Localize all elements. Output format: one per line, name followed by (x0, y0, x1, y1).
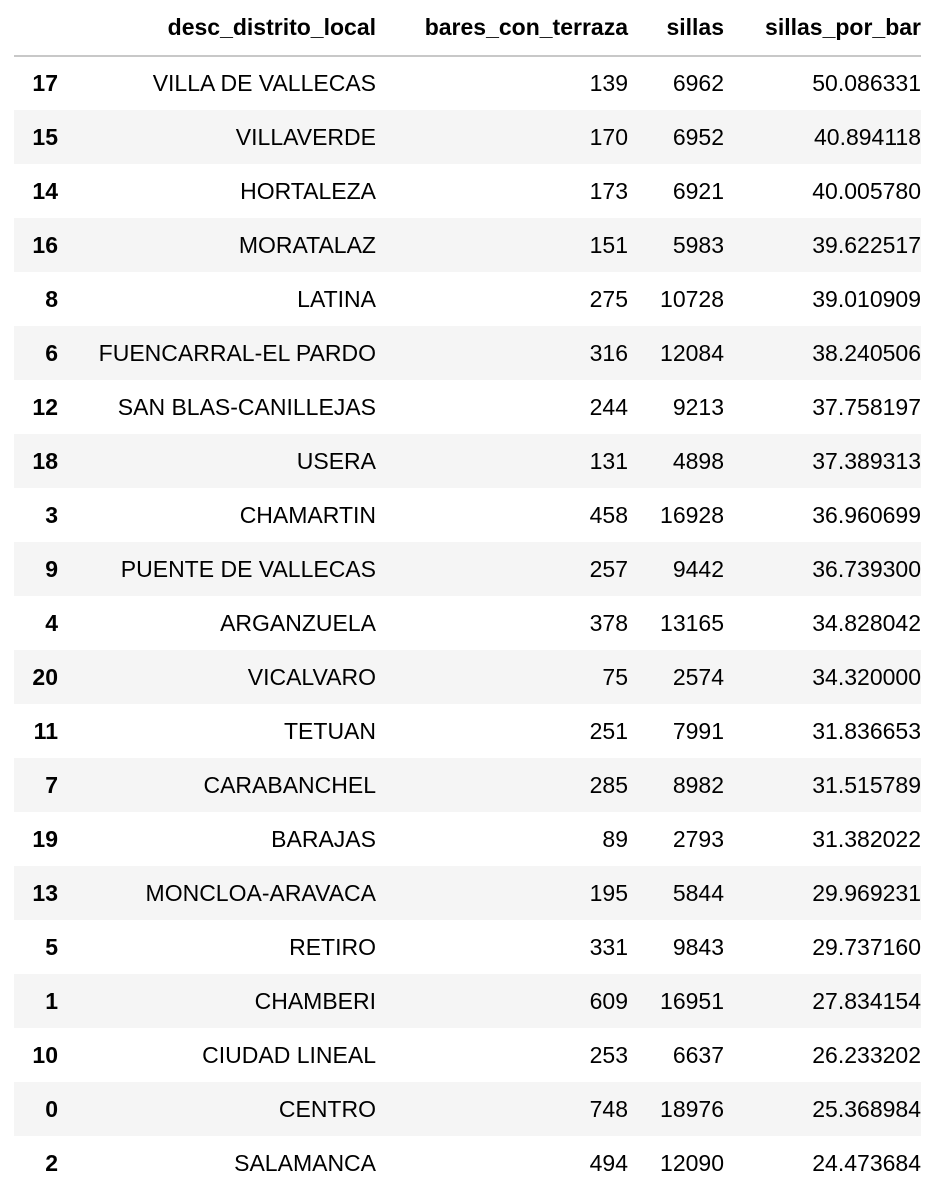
row-index: 14 (32, 177, 58, 204)
cell-bares-con-terraza: 151 (589, 231, 628, 258)
row-index: 18 (32, 447, 58, 474)
row-index: 8 (45, 285, 58, 312)
cell-sillas: 6962 (672, 70, 724, 96)
row-index: 20 (32, 663, 58, 690)
column-header-bares-con-terraza: bares_con_terraza (376, 0, 628, 56)
cell-sillas-por-bar: 39.010909 (812, 285, 921, 312)
cell-bares-con-terraza: 251 (589, 717, 628, 744)
cell-bares-con-terraza: 131 (589, 447, 628, 474)
cell-desc-distrito-local: BARAJAS (271, 825, 376, 852)
row-index: 6 (45, 339, 58, 366)
cell-bares-con-terraza: 748 (589, 1095, 628, 1122)
cell-desc-distrito-local: TETUAN (284, 717, 376, 744)
cell-sillas: 9843 (672, 933, 724, 960)
table-row (14, 272, 921, 326)
cell-bares-con-terraza: 195 (589, 879, 628, 906)
cell-sillas: 13165 (660, 609, 724, 636)
cell-bares-con-terraza: 494 (589, 1149, 628, 1176)
cell-sillas: 12090 (660, 1149, 724, 1176)
table-row (14, 434, 921, 488)
cell-sillas-por-bar: 38.240506 (812, 339, 921, 366)
cell-sillas-por-bar: 34.320000 (812, 663, 921, 690)
cell-sillas: 16928 (660, 501, 724, 528)
table-row (14, 920, 921, 974)
cell-sillas: 6921 (672, 177, 724, 204)
cell-sillas-por-bar: 39.622517 (812, 231, 921, 258)
cell-sillas-por-bar: 31.515789 (812, 771, 921, 798)
cell-bares-con-terraza: 139 (589, 70, 628, 96)
cell-sillas-por-bar: 36.960699 (812, 501, 921, 528)
table-row (14, 758, 921, 812)
cell-bares-con-terraza: 89 (602, 825, 628, 852)
cell-sillas: 6637 (672, 1041, 724, 1068)
cell-sillas-por-bar: 29.737160 (812, 933, 921, 960)
table-row (14, 164, 921, 218)
row-index: 1 (45, 987, 58, 1014)
cell-sillas-por-bar: 29.969231 (812, 879, 921, 906)
cell-bares-con-terraza: 609 (589, 987, 628, 1014)
cell-sillas: 9442 (672, 555, 724, 582)
table-row (14, 326, 921, 380)
row-index: 17 (32, 70, 58, 96)
cell-bares-con-terraza: 331 (589, 933, 628, 960)
cell-desc-distrito-local: VILLAVERDE (235, 123, 376, 150)
cell-desc-distrito-local: SALAMANCA (234, 1149, 376, 1176)
cell-sillas: 7991 (672, 717, 724, 744)
cell-sillas: 2574 (672, 663, 724, 690)
cell-desc-distrito-local: VILLA DE VALLECAS (152, 70, 376, 96)
cell-bares-con-terraza: 285 (589, 771, 628, 798)
cell-sillas-por-bar: 37.758197 (812, 393, 921, 420)
cell-sillas-por-bar: 50.086331 (812, 70, 921, 96)
column-header-index (14, 0, 70, 56)
table-row (14, 488, 921, 542)
cell-desc-distrito-local: CHAMARTIN (239, 501, 376, 528)
cell-sillas-por-bar: 24.473684 (812, 1149, 921, 1176)
cell-bares-con-terraza: 275 (589, 285, 628, 312)
cell-desc-distrito-local: CARABANCHEL (203, 771, 376, 798)
table-row (14, 650, 921, 704)
cell-desc-distrito-local: USERA (296, 447, 376, 474)
table-row (14, 542, 921, 596)
column-header-desc-distrito-local: desc_distrito_local (70, 0, 376, 56)
table-row (14, 596, 921, 650)
table-row (14, 110, 921, 164)
cell-desc-distrito-local: RETIRO (289, 933, 376, 960)
table-row (14, 704, 921, 758)
row-index: 19 (32, 825, 58, 852)
table-row (14, 812, 921, 866)
row-index: 2 (45, 1149, 58, 1176)
cell-sillas: 2793 (672, 825, 724, 852)
cell-bares-con-terraza: 173 (589, 177, 628, 204)
row-index: 11 (33, 717, 58, 744)
cell-bares-con-terraza: 316 (589, 339, 628, 366)
cell-sillas: 9213 (672, 393, 724, 420)
cell-sillas: 16951 (660, 987, 724, 1014)
cell-desc-distrito-local: VICALVARO (247, 663, 376, 690)
row-index: 0 (45, 1095, 58, 1122)
cell-sillas-por-bar: 40.894118 (813, 123, 921, 150)
cell-desc-distrito-local: SAN BLAS-CANILLEJAS (117, 393, 376, 420)
cell-desc-distrito-local: ARGANZUELA (220, 609, 376, 636)
column-header-sillas-por-bar: sillas_por_bar (724, 0, 921, 56)
row-index: 13 (32, 879, 58, 906)
cell-sillas: 12084 (660, 339, 724, 366)
cell-bares-con-terraza: 75 (602, 663, 628, 690)
cell-sillas: 4898 (672, 447, 724, 474)
cell-sillas: 6952 (672, 123, 724, 150)
cell-sillas: 10728 (660, 285, 724, 312)
cell-desc-distrito-local: LATINA (297, 285, 376, 312)
cell-sillas-por-bar: 25.368984 (812, 1095, 921, 1122)
cell-sillas-por-bar: 36.739300 (812, 555, 921, 582)
cell-sillas-por-bar: 40.005780 (812, 177, 921, 204)
cell-sillas: 5844 (672, 879, 724, 906)
cell-desc-distrito-local: CIUDAD LINEAL (202, 1041, 376, 1068)
header-row (14, 0, 921, 56)
table-row (14, 380, 921, 434)
cell-bares-con-terraza: 244 (589, 393, 628, 420)
row-index: 4 (45, 609, 58, 636)
table-header (14, 0, 921, 56)
row-index: 3 (45, 501, 58, 528)
cell-bares-con-terraza: 257 (589, 555, 628, 582)
cell-sillas-por-bar: 26.233202 (812, 1041, 921, 1068)
cell-bares-con-terraza: 170 (589, 123, 628, 150)
cell-desc-distrito-local: MORATALAZ (238, 231, 376, 258)
cell-bares-con-terraza: 458 (589, 501, 628, 528)
cell-desc-distrito-local: CHAMBERI (254, 987, 376, 1014)
row-index: 12 (32, 393, 58, 420)
cell-desc-distrito-local: CENTRO (278, 1095, 376, 1122)
dataframe-table (14, 0, 921, 1190)
cell-desc-distrito-local: FUENCARRAL-EL PARDO (98, 339, 376, 366)
cell-desc-distrito-local: MONCLOA-ARAVACA (145, 879, 376, 906)
row-index: 15 (32, 123, 58, 150)
table-row (14, 218, 921, 272)
cell-sillas: 8982 (672, 771, 724, 798)
table-body (14, 56, 921, 1190)
row-index: 16 (32, 231, 58, 258)
row-index: 5 (45, 933, 58, 960)
column-header-sillas: sillas (628, 0, 724, 56)
row-index: 9 (45, 555, 58, 582)
table-row (14, 866, 921, 920)
cell-sillas-por-bar: 37.389313 (812, 447, 921, 474)
cell-desc-distrito-local: HORTALEZA (240, 177, 376, 204)
cell-desc-distrito-local: PUENTE DE VALLECAS (120, 555, 376, 582)
table-row (14, 1082, 921, 1136)
cell-sillas-por-bar: 34.828042 (812, 609, 921, 636)
table-row (14, 56, 921, 110)
cell-sillas: 18976 (660, 1095, 724, 1122)
row-index: 10 (32, 1041, 58, 1068)
row-index: 7 (45, 771, 58, 798)
cell-sillas: 5983 (672, 231, 724, 258)
cell-sillas-por-bar: 31.836653 (812, 717, 921, 744)
cell-bares-con-terraza: 253 (589, 1041, 628, 1068)
table-row (14, 974, 921, 1028)
table-row (14, 1136, 921, 1190)
dataframe-output (14, 0, 921, 1190)
cell-sillas-por-bar: 31.382022 (812, 825, 921, 852)
cell-bares-con-terraza: 378 (589, 609, 628, 636)
table-row (14, 1028, 921, 1082)
cell-sillas-por-bar: 27.834154 (812, 987, 921, 1014)
